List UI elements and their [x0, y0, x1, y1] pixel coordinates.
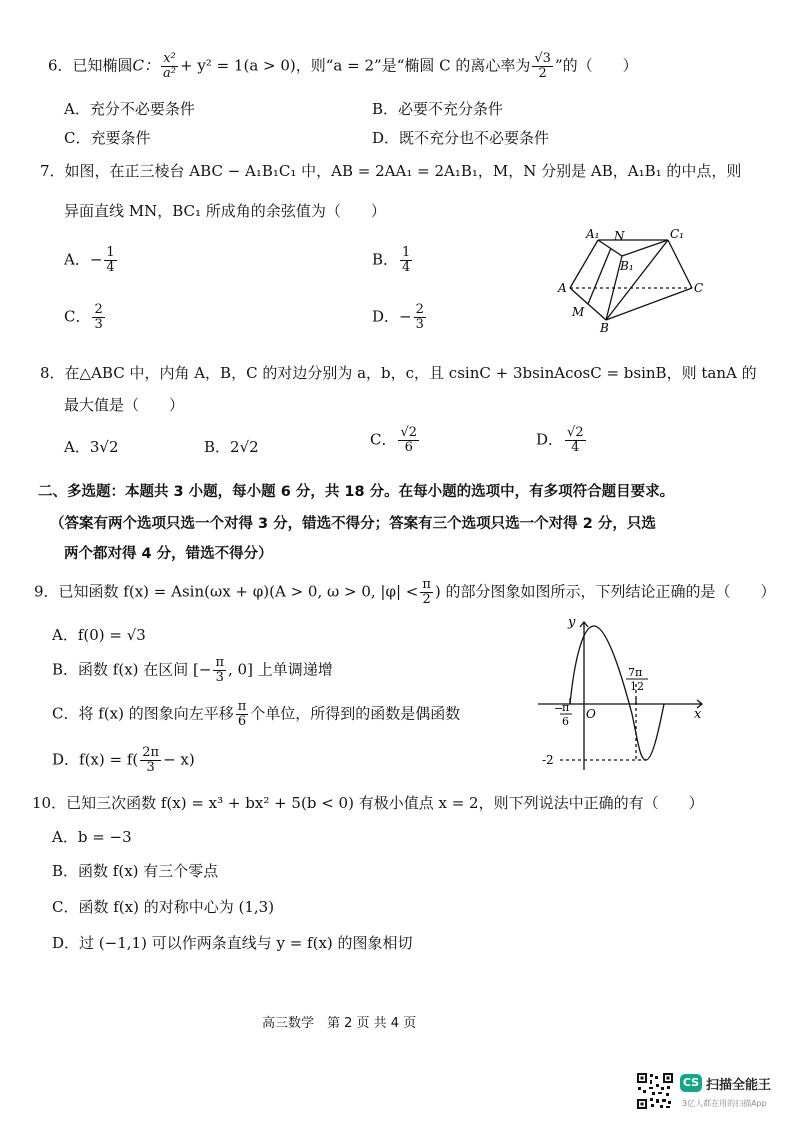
q6-option-a[interactable]: A．充分不必要条件	[64, 100, 195, 118]
x-axis-label: x	[694, 707, 702, 722]
q8-line2: 最大值是（ ）	[64, 396, 185, 414]
q10-option-b[interactable]: B．函数 f(x) 有三个零点	[52, 862, 219, 880]
q8-option-b[interactable]: B．2√2	[204, 438, 259, 456]
q7-line2: 异面直线 MN，BC₁ 所成角的余弦值为（ ）	[64, 202, 386, 220]
label-c1: C₁	[670, 227, 684, 241]
label-m: M	[572, 305, 585, 319]
q10-option-c[interactable]: C．函数 f(x) 的对称中心为 (1,3)	[52, 898, 275, 916]
q6-frac-x2-a2: $\frac{\text{x²}}{\text{a²}}$	[163, 51, 176, 81]
tick-left-sign: −	[554, 702, 564, 715]
frustum-figure	[556, 226, 716, 334]
q6-frac-sqrt3-2: $\frac{√3}{2}$	[534, 51, 551, 81]
q9-option-c[interactable]: C．将 f(x) 的图象向左平移 $\frac{\pi}{6}$ 个单位，所得到的函数是偶函数	[52, 699, 461, 729]
tick-left-num: π	[562, 701, 570, 714]
qr-code-icon	[636, 1072, 674, 1110]
q7-option-d[interactable]: D．− $\frac{2}{3}$	[372, 302, 424, 332]
q6-option-d[interactable]: D．既不充分也不必要条件	[372, 129, 550, 147]
q9-option-d[interactable]: D．f(x) = f( $\frac{2\pi}{3}$ − x)	[52, 745, 195, 775]
q9-option-a[interactable]: A．f(0) = √3	[52, 626, 146, 644]
q7-option-c[interactable]: C． $\frac{2}{3}$	[64, 302, 103, 332]
q8-option-c[interactable]: C． $\frac{√2}{6}$	[370, 425, 418, 455]
label-c: C	[694, 281, 704, 295]
tick-right-num: 7π	[628, 666, 643, 679]
section2-title: 二、多选题：本题共 3 小题，每小题 6 分，共 18 分。在每小题的选项中，有多项符合题目要求。	[38, 484, 675, 500]
q6-stem: 6．已知椭圆C： $\frac{\text{x²}}{\text{a²}}$ + y² = 1(a > 0)，则“a = 2”是“椭圆 C 的离心率为 $\frac{√3}{2}$ ”的（ ）	[48, 51, 638, 81]
q10-option-a[interactable]: A．b = −3	[52, 828, 132, 846]
label-b: B	[600, 321, 609, 334]
q8-line1: 8．在△ABC 中，内角 A，B，C 的对边分别为 a，b，c，且 csinC + 3bsinAcosC = bsinB，则 tanA 的	[40, 364, 757, 382]
sine-graph	[536, 614, 712, 774]
label-a1: A₁	[586, 227, 600, 241]
tick-left-den: 6	[562, 715, 569, 728]
label-a: A	[558, 281, 567, 295]
scanner-brand-sub: 3亿人都在用的扫描App	[682, 1099, 767, 1108]
section2-note1: （答案有两个选项只选一个对得 3 分，错选不得分；答案有三个选项只选一个对得 2 分，只选	[50, 516, 656, 532]
q7-option-a[interactable]: A．− $\frac{1}{4}$	[64, 245, 115, 275]
q9-stem: 9．已知函数 f(x) = Asin(ωx + φ)(A > 0, ω > 0, |φ| < $\frac{\pi}{2}$ ) 的部分图象如图所示，下列结论正确的是（ ）	[34, 577, 776, 607]
label-n: N	[614, 229, 625, 243]
page-footer: 高三数学 第 2 页 共 4 页	[262, 1016, 417, 1031]
q9-option-b[interactable]: B．函数 f(x) 在区间 [− $\frac{\pi}{3}$ , 0] 上单调递增	[52, 655, 333, 685]
q10-stem: 10．已知三次函数 f(x) = x³ + bx² + 5(b < 0) 有极小值点 x = 2，则下列说法中正确的有（ ）	[32, 794, 704, 812]
q8-option-a[interactable]: A．3√2	[64, 438, 119, 456]
y-axis-label: y	[568, 615, 576, 630]
q8-option-d[interactable]: D． $\frac{√2}{4}$	[536, 425, 584, 455]
origin-label: O	[586, 707, 596, 721]
scanner-brand-name: 扫描全能王	[706, 1078, 772, 1093]
label-b1: B₁	[620, 259, 634, 273]
q6-option-b[interactable]: B．必要不充分条件	[372, 100, 504, 118]
tick-right-den: 12	[630, 680, 644, 693]
scanner-logo: CS	[680, 1074, 702, 1092]
q7-line1: 7．如图，在正三棱台 ABC − A₁B₁C₁ 中，AB = 2AA₁ = 2A₁B₁，M，N 分别是 AB，A₁B₁ 的中点，则	[40, 162, 742, 180]
section2-note2: 两个都对得 4 分，错选不得分）	[64, 546, 273, 562]
q6-option-c[interactable]: C．充要条件	[64, 129, 151, 147]
min-label: -2	[542, 753, 554, 767]
q10-option-d[interactable]: D．过 (−1,1) 可以作两条直线与 y = f(x) 的图象相切	[52, 934, 413, 952]
q7-option-b[interactable]: B． $\frac{1}{4}$	[372, 245, 411, 275]
